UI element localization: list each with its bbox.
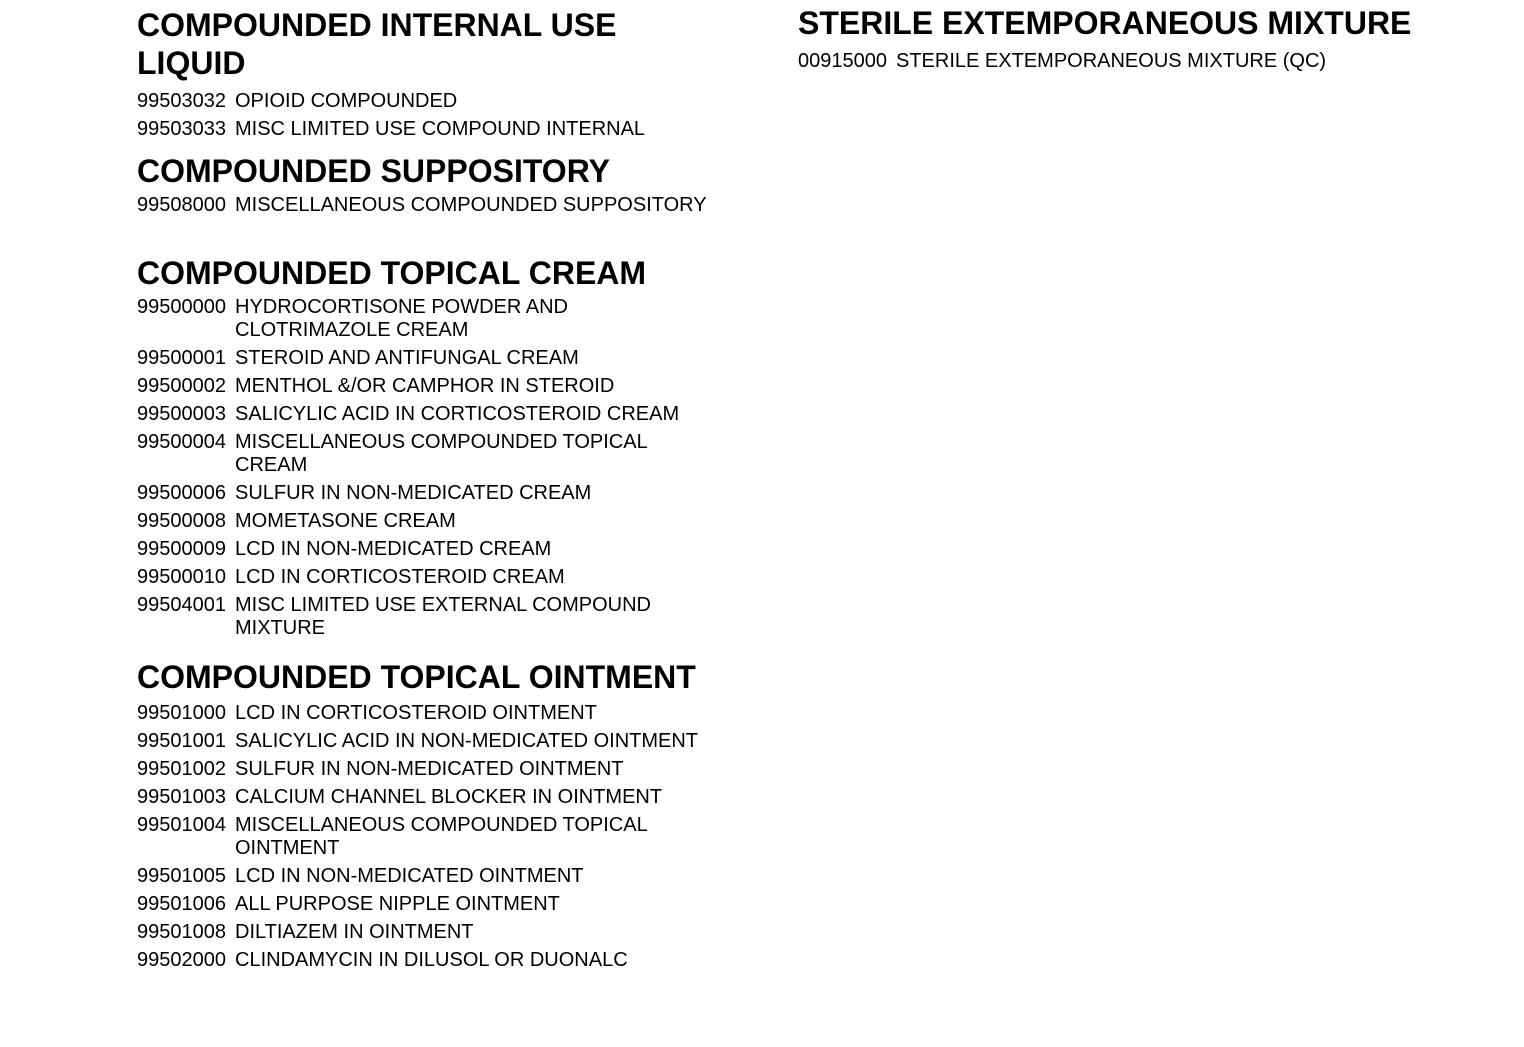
item-code: 99501006	[137, 893, 226, 915]
item-code: 99500001	[137, 347, 226, 369]
item-description: HYDROCORTISONE POWDER AND CLOTRIMAZOLE CREAM	[235, 296, 568, 341]
section-topical-cream	[137, 254, 707, 640]
list-item	[137, 538, 707, 561]
item-description: LCD IN NON-MEDICATED OINTMENT	[235, 865, 584, 887]
item-description: LCD IN CORTICOSTEROID CREAM	[235, 566, 565, 588]
item-code: 99502000	[137, 949, 226, 971]
section-sterile-extemporaneous-mixture	[798, 4, 1418, 73]
item-code: 00915000	[798, 50, 887, 72]
list-item	[137, 949, 707, 972]
list-item	[137, 814, 707, 860]
section-title: COMPOUNDED TOPICAL OINTMENT	[137, 659, 696, 695]
item-code: 99503033	[137, 118, 226, 140]
item-description: MISCELLANEOUS COMPOUNDED SUPPOSITORY	[235, 194, 707, 216]
list-item	[137, 482, 707, 505]
item-code: 99500008	[137, 510, 226, 532]
item-code: 99501002	[137, 758, 226, 780]
item-description: LCD IN CORTICOSTEROID OINTMENT	[235, 702, 597, 724]
item-code: 99501003	[137, 786, 226, 808]
item-description: LCD IN NON-MEDICATED CREAM	[235, 538, 552, 560]
section-internal-use-liquid	[137, 6, 707, 141]
item-description: MISCELLANEOUS COMPOUNDED TOPICAL CREAM	[235, 431, 647, 476]
item-description: MISC LIMITED USE COMPOUND INTERNAL	[235, 118, 646, 140]
item-description: SULFUR IN NON-MEDICATED OINTMENT	[235, 758, 624, 780]
list-item	[137, 194, 707, 217]
list-item	[137, 118, 707, 141]
item-description: MOMETASONE CREAM	[235, 510, 456, 532]
entry-list	[137, 90, 707, 141]
item-description: MENTHOL &/OR CAMPHOR IN STEROID	[235, 375, 615, 397]
entry-list	[798, 50, 1418, 73]
list-item	[137, 893, 707, 916]
item-code: 99500002	[137, 375, 226, 397]
item-description: OPIOID COMPOUNDED	[235, 90, 458, 112]
list-item	[137, 566, 707, 589]
item-code: 99503032	[137, 90, 226, 112]
entry-list	[137, 296, 707, 640]
item-code: 99501004	[137, 814, 226, 836]
item-description: SALICYLIC ACID IN NON-MEDICATED OINTMENT	[235, 730, 699, 752]
item-code: 99500004	[137, 431, 226, 453]
item-description: MISCELLANEOUS COMPOUNDED TOPICAL OINTMENT	[235, 814, 647, 859]
list-item	[137, 375, 707, 398]
item-description: CALCIUM CHANNEL BLOCKER IN OINTMENT	[235, 786, 663, 808]
section-title: COMPOUNDED TOPICAL CREAM	[137, 255, 647, 291]
list-item	[137, 347, 707, 370]
entry-list	[137, 194, 707, 217]
item-code: 99500003	[137, 403, 226, 425]
list-item	[137, 758, 707, 781]
section-title: STERILE EXTEMPORANEOUS MIXTURE	[798, 5, 1412, 41]
item-description: MISC LIMITED USE EXTERNAL COMPOUND MIXTURE	[235, 594, 651, 639]
entry-list	[137, 702, 707, 972]
item-description: SULFUR IN NON-MEDICATED CREAM	[235, 482, 592, 504]
item-code: 99500000	[137, 296, 226, 318]
item-code: 99500006	[137, 482, 226, 504]
list-item	[137, 921, 707, 944]
item-description: STEROID AND ANTIFUNGAL CREAM	[235, 347, 579, 369]
list-item	[137, 865, 707, 888]
list-item	[137, 403, 707, 426]
item-description: DILTIAZEM IN OINTMENT	[235, 921, 474, 943]
section-topical-ointment	[137, 658, 707, 972]
list-item	[137, 594, 707, 640]
list-item	[137, 510, 707, 533]
list-item	[137, 90, 707, 113]
item-description: SALICYLIC ACID IN CORTICOSTEROID CREAM	[235, 403, 680, 425]
item-code: 99501001	[137, 730, 226, 752]
section-title: COMPOUNDED SUPPOSITORY	[137, 153, 610, 189]
item-description: STERILE EXTEMPORANEOUS MIXTURE (QC)	[896, 50, 1327, 72]
item-code: 99501008	[137, 921, 226, 943]
item-code: 99500009	[137, 538, 226, 560]
section-title: COMPOUNDED INTERNAL USE LIQUID	[137, 7, 617, 81]
item-code: 99501005	[137, 865, 226, 887]
item-code: 99508000	[137, 194, 226, 216]
item-code: 99504001	[137, 594, 226, 616]
item-description: ALL PURPOSE NIPPLE OINTMENT	[235, 893, 560, 915]
item-code: 99501000	[137, 702, 226, 724]
list-item	[137, 786, 707, 809]
list-item	[798, 50, 1418, 73]
list-item	[137, 296, 707, 342]
section-suppository	[137, 152, 707, 217]
list-item	[137, 702, 707, 725]
list-item	[137, 730, 707, 753]
item-description: CLINDAMYCIN IN DILUSOL OR DUONALC	[235, 949, 628, 971]
list-item	[137, 431, 707, 477]
item-code: 99500010	[137, 566, 226, 588]
